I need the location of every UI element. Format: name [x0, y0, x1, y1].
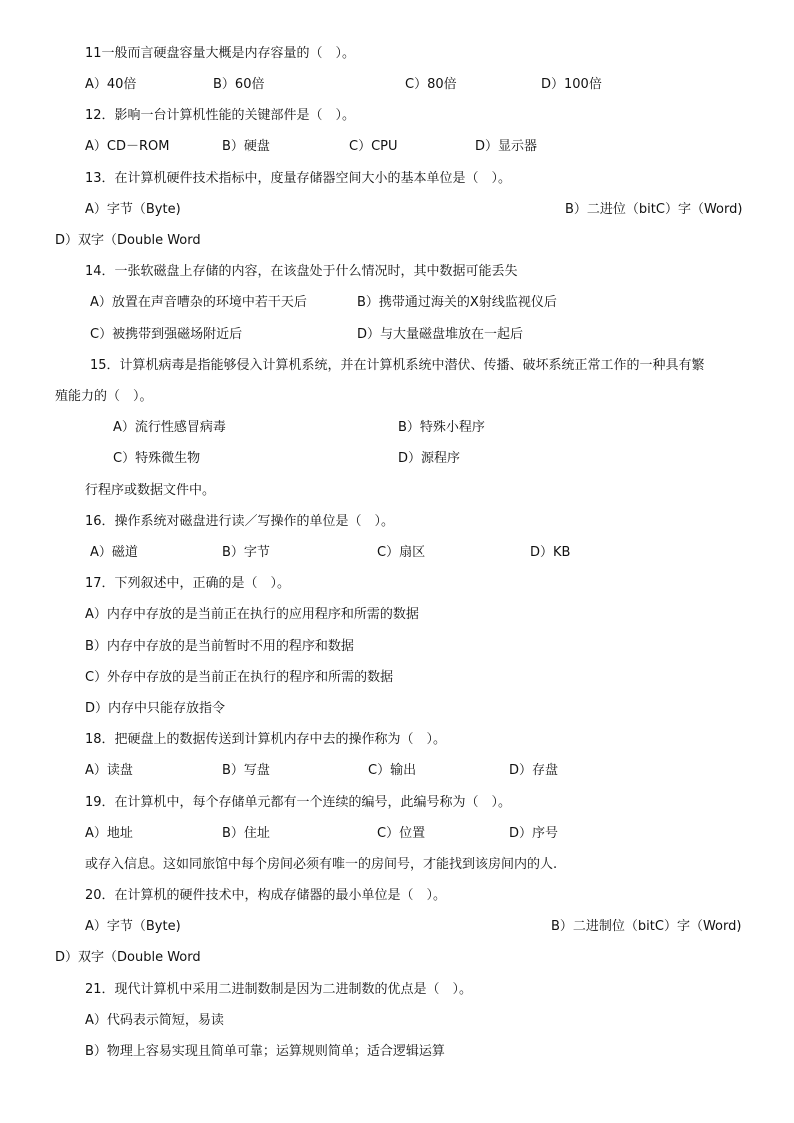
text-line-q11c: C）80倍 [405, 77, 457, 92]
text-line-q18b: B）写盘 [222, 763, 270, 778]
text-line-q15od: D）源程序 [398, 451, 461, 466]
text-line-q21b: B）物理上容易实现且简单可靠；运算规则简单；适合逻辑运算 [85, 1044, 445, 1059]
text-line-q11d: D）100倍 [541, 77, 602, 92]
text-line-q15oc: C）特殊微生物 [113, 451, 201, 466]
text-line-q14c: C）被携带到强磁场附近后 [90, 327, 243, 342]
text-line-q18a: A）读盘 [85, 763, 133, 778]
text-line-q19b: B）住址 [222, 826, 270, 841]
text-line-q18d: D）存盘 [509, 763, 559, 778]
text-line-q14a: A）放置在声音嘈杂的环境中若干天后 [90, 295, 307, 310]
text-line-q15ob: B）特殊小程序 [398, 420, 485, 435]
text-line-q14d: D）与大量磁盘堆放在一起后 [357, 327, 524, 342]
text-line-q14b: B）携带通过海关的X射线监视仪后 [357, 295, 557, 310]
text-line-q12c: C）CPU [349, 139, 398, 154]
text-line-q19: 19．在计算机中，每个存储单元都有一个连续的编号，此编号称为（ ）。 [85, 795, 512, 810]
text-line-q15oa: A）流行性感冒病毒 [113, 420, 226, 435]
text-line-q13a: A）字节（Byte) [85, 202, 181, 217]
text-line-q12b: B）硬盘 [222, 139, 270, 154]
text-line-q16: 16．操作系统对磁盘进行读／写操作的单位是（ ）。 [85, 514, 395, 529]
text-line-frag2: 或存入信息。这如同旅馆中每个房间必须有唯一的房间号，才能找到该房间内的人. [85, 857, 558, 872]
text-line-frag1: 行程序或数据文件中。 [85, 483, 216, 498]
text-line-q13b: B）二进位（bitC）字（Word) [565, 202, 743, 217]
text-line-q18: 18．把硬盘上的数据传送到计算机内存中去的操作称为（ ）。 [85, 732, 447, 747]
text-line-q17b: B）内存中存放的是当前暂时不用的程序和数据 [85, 639, 354, 654]
text-line-q13: 13．在计算机硬件技术指标中，度量存储器空间大小的基本单位是（ ）。 [85, 171, 512, 186]
text-line-q15b: 殖能力的（ ）。 [55, 389, 153, 404]
text-line-q12d: D）显示器 [475, 139, 538, 154]
text-line-q20d: D）双字（Double Word [55, 950, 201, 965]
text-line-q14: 14．一张软磁盘上存储的内容，在该盘处于什么情况时，其中数据可能丢失 [85, 264, 518, 279]
text-line-q17c: C）外存中存放的是当前正在执行的程序和所需的数据 [85, 670, 394, 685]
text-line-q16d: D）KB [530, 545, 571, 560]
text-line-q12a: A）CD－ROM [85, 139, 170, 154]
text-line-q18c: C）输出 [368, 763, 417, 778]
text-line-q17: 17．下列叙述中，正确的是（ ）。 [85, 576, 291, 591]
text-line-q12: 12．影响一台计算机性能的关键部件是（ ）。 [85, 108, 356, 123]
text-line-q16a: A）磁道 [90, 545, 138, 560]
text-line-q19c: C）位置 [377, 826, 426, 841]
text-line-q11: 11一般而言硬盘容量大概是内存容量的（ ）。 [85, 46, 356, 61]
text-line-q19a: A）地址 [85, 826, 133, 841]
text-line-q17a: A）内存中存放的是当前正在执行的应用程序和所需的数据 [85, 607, 419, 622]
text-line-q20: 20．在计算机的硬件技术中，构成存储器的最小单位是（ ）。 [85, 888, 447, 903]
text-line-q15: 15．计算机病毒是指能够侵入计算机系统，并在计算机系统中潜伏、传播、破坏系统正常工作的一种具有繁 [90, 358, 705, 373]
text-line-q19d: D）序号 [509, 826, 559, 841]
text-line-q21: 21．现代计算机中采用二进制数制是因为二进制数的优点是（ ）。 [85, 982, 473, 997]
text-line-q11a: A）40倍 [85, 77, 137, 92]
text-line-q13d: D）双字（Double Word [55, 233, 201, 248]
text-line-q17d: D）内存中只能存放指令 [85, 701, 226, 716]
text-line-q16b: B）字节 [222, 545, 270, 560]
text-line-q21a: A）代码表示简短，易读 [85, 1013, 224, 1028]
text-line-q20b: B）二进制位（bitC）字（Word) [551, 919, 742, 934]
text-line-q20a: A）字节（Byte) [85, 919, 181, 934]
text-line-q11b: B）60倍 [213, 77, 265, 92]
text-line-q16c: C）扇区 [377, 545, 426, 560]
